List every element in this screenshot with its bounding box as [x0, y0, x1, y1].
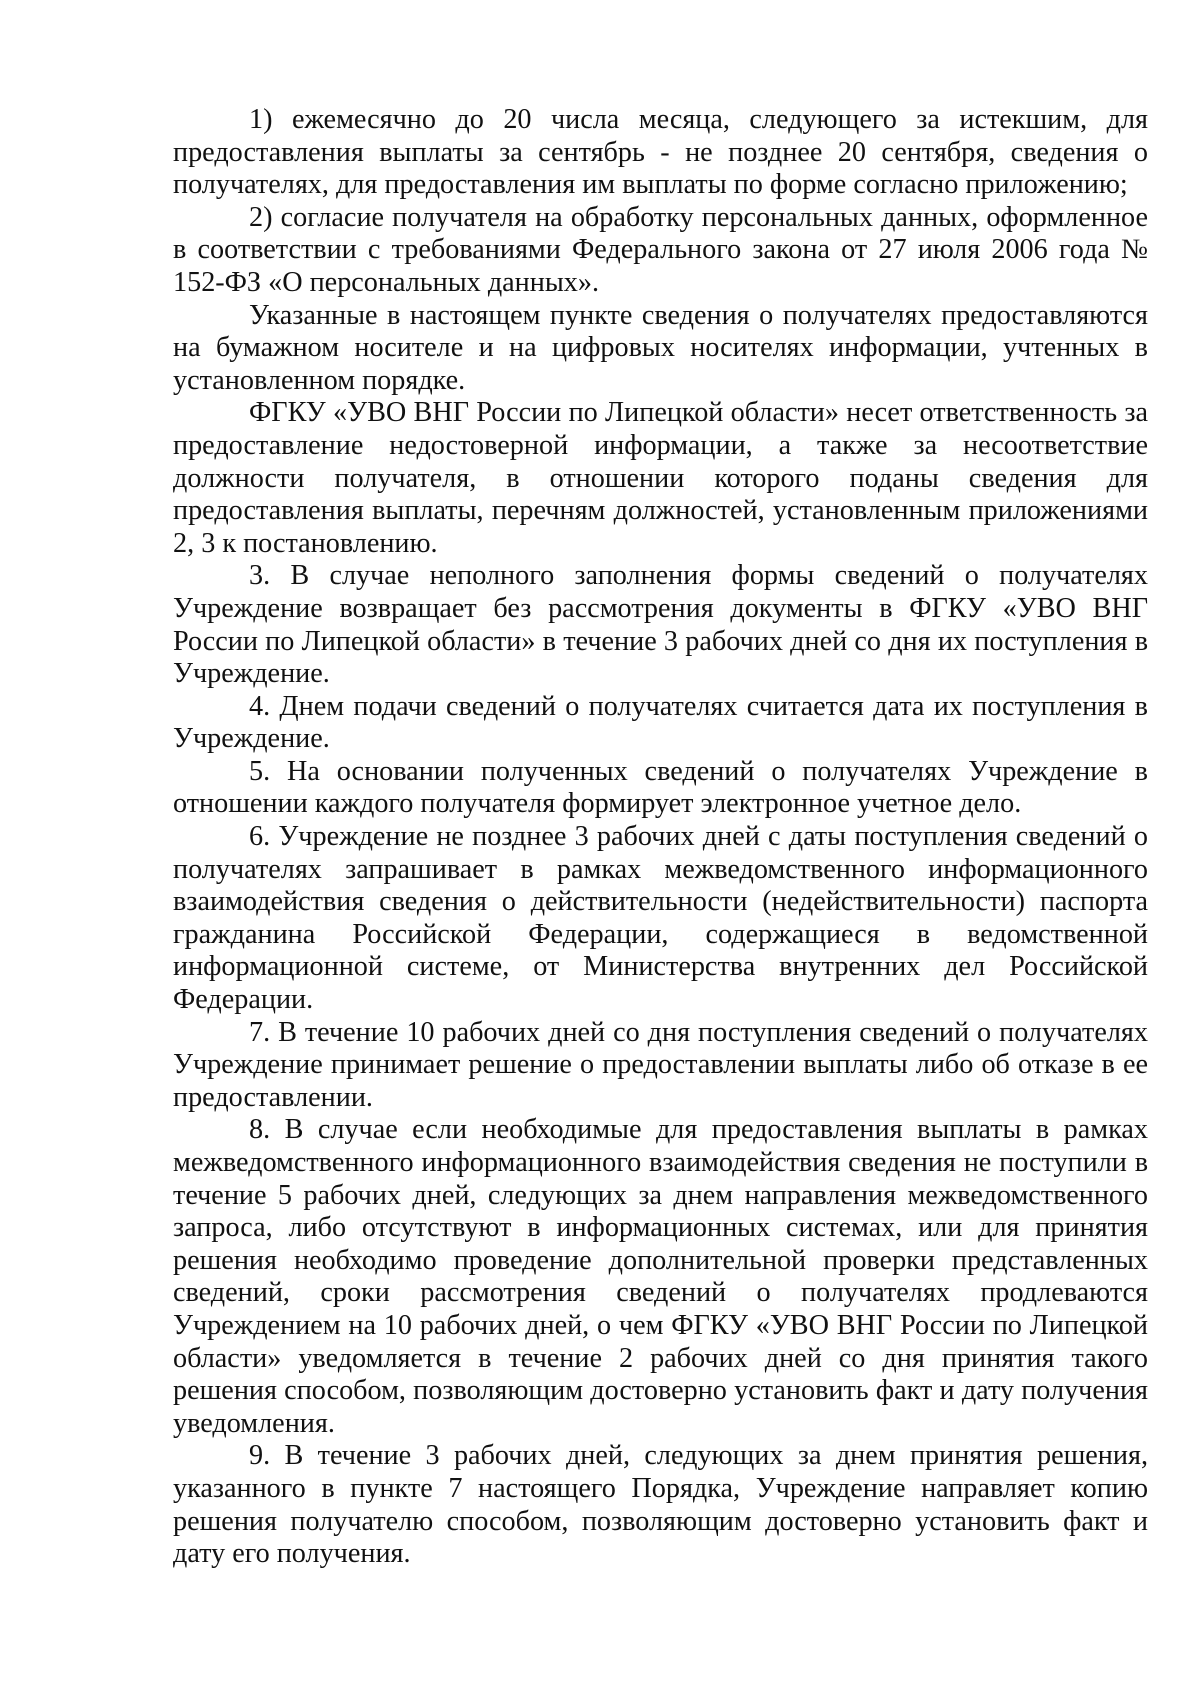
paragraph-clause-3: 3. В случае неполного заполнения формы сведений о получателях Учреждение возвращает без рассмотрения документы в ФГКУ «УВО ВНГ России по Липецкой области» в течение 3 рабочих дней со дня их поступления в Учреждение.: [173, 560, 1148, 690]
document-page: [173, 104, 1148, 1571]
paragraph-item-2-consent: 2) согласие получателя на обработку персональных данных, оформленное в соответствии с требованиями Федерального закона от 27 июля 2006 года № 152-ФЗ «О персональных данных».: [173, 201, 1148, 298]
paragraph-clause-7: 7. В течение 10 рабочих дней со дня поступления сведений о получателях Учреждение принимает решение о предоставлении выплаты либо об отказе в ее предоставлении.: [173, 1016, 1148, 1113]
paragraph-item-1-monthly-info: 1) ежемесячно до 20 числа месяца, следующего за истекшим, для предоставления выплаты за сентябрь - не позднее 20 сентября, сведения о получателях, для предоставления им выплаты по форме согласно приложению;: [173, 104, 1148, 201]
paragraph-clause-4: 4. Днем подачи сведений о получателях считается дата их поступления в Учреждение.: [173, 690, 1148, 755]
paragraph-clause-5: 5. На основании полученных сведений о получателях Учреждение в отношении каждого получателя формирует электронное учетное дело.: [173, 755, 1148, 820]
paragraph-clause-8: 8. В случае если необходимые для предоставления выплаты в рамках межведомственного информационного взаимодействия сведения не поступили в течение 5 рабочих дней, следующих за днем направления межведомственного запроса, либо отсутствуют в информационных системах, или для принятия решения необходимо проведение дополнительной проверки представленных сведений, сроки рассмотрения сведений о получателях продлеваются Учреждением на 10 рабочих дней, о чем ФГКУ «УВО ВНГ России по Липецкой области» уведомляется в течение 2 рабочих дней со дня принятия такого решения способом, позволяющим достоверно установить факт и дату получения уведомления.: [173, 1114, 1148, 1439]
paragraph-clause-6: 6. Учреждение не позднее 3 рабочих дней с даты поступления сведений о получателях запрашивает в рамках межведомственного информационного взаимодействия сведения о действительности (недействительности) паспорта гражданина Российской Федерации, содержащиеся в ведомственной информационной системе, от Министерства внутренних дел Российской Федерации.: [173, 821, 1148, 1016]
paragraph-media-note: Указанные в настоящем пункте сведения о получателях предоставляются на бумажном носителе и на цифровых носителях информации, учтенных в установленном порядке.: [173, 299, 1148, 396]
paragraph-clause-9: 9. В течение 3 рабочих дней, следующих за днем принятия решения, указанного в пункте 7 настоящего Порядка, Учреждение направляет копию решения получателю способом, позволяющим достоверно установить факт и дату его получения.: [173, 1440, 1148, 1570]
paragraph-responsibility: ФГКУ «УВО ВНГ России по Липецкой области» несет ответственность за предоставление недостоверной информации, а также за несоответствие должности получателя, в отношении которого поданы сведения для предоставления выплаты, перечням должностей, установленным приложениями 2, 3 к постановлению.: [173, 397, 1148, 559]
